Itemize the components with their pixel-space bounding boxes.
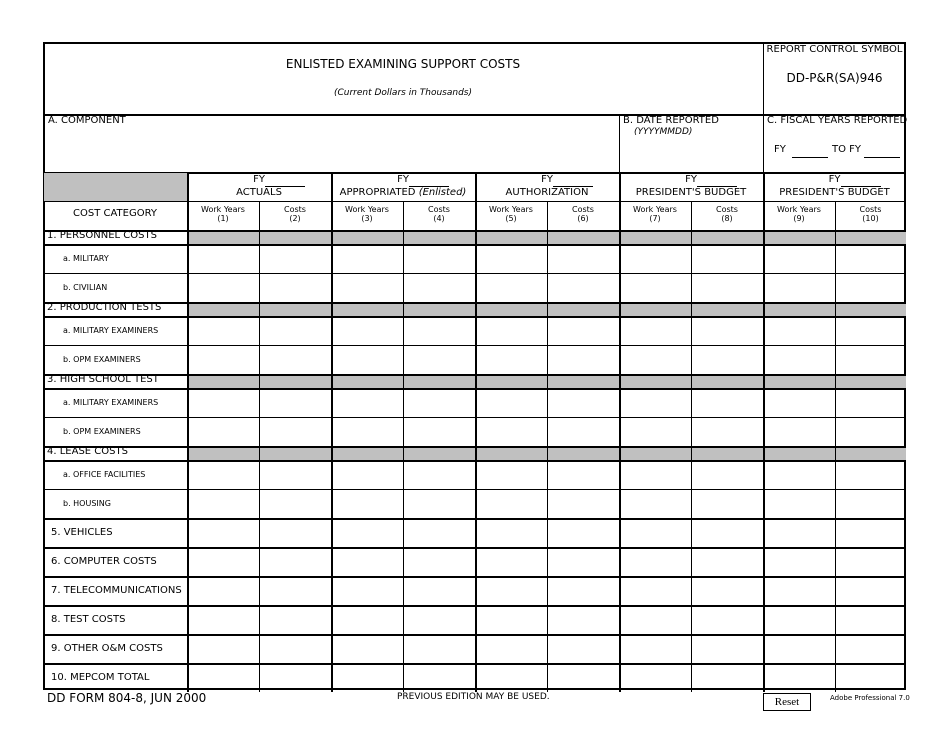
data-cell[interactable]	[837, 578, 904, 604]
group-label: PRESIDENT'S BUDGET	[635, 187, 747, 198]
subcol-label: Costs	[284, 205, 306, 214]
data-cell[interactable]	[621, 318, 689, 344]
data-cell[interactable]	[765, 636, 833, 662]
subcol-divider	[691, 201, 692, 692]
data-cell[interactable]	[333, 607, 401, 633]
data-cell[interactable]	[261, 636, 329, 662]
data-cell[interactable]	[405, 665, 473, 691]
data-cell[interactable]	[837, 347, 904, 373]
component-input[interactable]	[45, 128, 618, 171]
row-label: 2. PRODUCTION TESTS	[47, 302, 162, 313]
data-cell[interactable]	[693, 636, 761, 662]
data-cell[interactable]	[765, 520, 833, 546]
data-cell[interactable]	[405, 549, 473, 575]
data-cell[interactable]	[621, 246, 689, 272]
data-cell[interactable]	[621, 419, 689, 445]
data-cell[interactable]	[189, 462, 257, 488]
data-cell[interactable]	[261, 462, 329, 488]
data-cell[interactable]	[261, 607, 329, 633]
data-cell[interactable]	[549, 520, 617, 546]
data-cell[interactable]	[261, 318, 329, 344]
data-cell[interactable]	[837, 275, 904, 301]
data-cell[interactable]	[333, 549, 401, 575]
fy-input[interactable]	[697, 174, 737, 186]
header-divider	[763, 43, 764, 172]
data-cell[interactable]	[261, 491, 329, 517]
data-cell[interactable]	[549, 462, 617, 488]
data-cell[interactable]	[405, 419, 473, 445]
fiscal-to-line	[864, 157, 900, 158]
fiscal-to-input[interactable]	[864, 143, 900, 157]
data-cell[interactable]	[477, 419, 545, 445]
group-label: AUTHORIZATION	[505, 187, 589, 198]
subcol-label: Costs	[428, 205, 450, 214]
rcs-label: REPORT CONTROL SYMBOL	[766, 44, 903, 55]
row-label: 7. TELECOMMUNICATIONS	[51, 584, 182, 596]
group-label-text: APPROPRIATED	[339, 187, 416, 198]
data-cell[interactable]	[477, 275, 545, 301]
data-cell[interactable]	[189, 520, 257, 546]
row-label: 3. HIGH SCHOOL TEST	[47, 374, 159, 385]
data-cell[interactable]	[405, 578, 473, 604]
row-label: a. OFFICE FACILITIES	[63, 469, 146, 479]
data-cell[interactable]	[765, 275, 833, 301]
fy-input[interactable]	[409, 174, 449, 186]
data-cell[interactable]	[765, 419, 833, 445]
data-cell[interactable]	[765, 390, 833, 416]
subcol-label: Costs	[859, 205, 882, 214]
data-cell[interactable]	[693, 419, 761, 445]
data-cell[interactable]	[477, 491, 545, 517]
reset-button[interactable]: Reset	[763, 693, 811, 711]
fiscal-from-line	[792, 157, 828, 158]
data-cell[interactable]	[693, 318, 761, 344]
data-cell[interactable]	[765, 491, 833, 517]
data-cell[interactable]	[405, 275, 473, 301]
data-cell[interactable]	[333, 578, 401, 604]
edition-note: PREVIOUS EDITION MAY BE USED.	[397, 692, 550, 702]
data-cell[interactable]	[333, 347, 401, 373]
data-cell[interactable]	[693, 275, 761, 301]
data-cell[interactable]	[477, 549, 545, 575]
fy-input[interactable]	[265, 174, 305, 186]
data-cell[interactable]	[765, 665, 833, 691]
data-cell[interactable]	[477, 390, 545, 416]
data-cell[interactable]	[621, 520, 689, 546]
subcol-divider	[547, 201, 548, 692]
data-cell[interactable]	[477, 578, 545, 604]
data-cell[interactable]	[261, 246, 329, 272]
fiscal-from-input[interactable]	[792, 143, 828, 157]
row-label: 4. LEASE COSTS	[47, 446, 128, 457]
date-label: B. DATE REPORTED	[623, 115, 719, 126]
subcol-label: Work Years	[201, 205, 245, 214]
subcol-number: (3)	[361, 214, 373, 223]
adobe-note: Adobe Professional 7.0	[830, 694, 910, 702]
subcol-label: Costs	[716, 205, 738, 214]
row-label: 10. MEPCOM TOTAL	[51, 671, 150, 683]
data-cell[interactable]	[693, 347, 761, 373]
data-cell[interactable]	[621, 491, 689, 517]
data-cell[interactable]	[837, 636, 904, 662]
data-cell[interactable]	[333, 636, 401, 662]
subcol-number: (7)	[649, 214, 661, 223]
subcol-divider	[259, 201, 260, 692]
data-cell[interactable]	[693, 578, 761, 604]
row-label: a. MILITARY EXAMINERS	[63, 397, 159, 407]
data-cell[interactable]	[261, 578, 329, 604]
form-subtitle: (Current Dollars in Thousands)	[333, 88, 473, 98]
subcol-label: Work Years	[489, 205, 533, 214]
cost-category-label: COST CATEGORY	[73, 208, 157, 219]
data-cell[interactable]	[837, 246, 904, 272]
data-cell[interactable]	[549, 390, 617, 416]
data-cell[interactable]	[837, 665, 904, 691]
fiscal-label: C. FISCAL YEARS REPORTED	[767, 115, 908, 126]
data-cell[interactable]	[405, 347, 473, 373]
group-label: PRESIDENT'S BUDGET	[779, 187, 890, 198]
data-cell[interactable]	[189, 665, 257, 691]
data-cell[interactable]	[837, 549, 904, 575]
data-cell[interactable]	[549, 246, 617, 272]
row-label: b. OPM EXAMINERS	[63, 426, 141, 436]
data-cell[interactable]	[765, 462, 833, 488]
date-format: (YYYYMMDD)	[634, 127, 693, 137]
data-cell[interactable]	[549, 275, 617, 301]
data-cell[interactable]	[405, 318, 473, 344]
data-cell[interactable]	[549, 347, 617, 373]
data-cell[interactable]	[693, 246, 761, 272]
data-cell[interactable]	[405, 390, 473, 416]
row-label: 9. OTHER O&M COSTS	[51, 642, 163, 654]
subcol-number: (8)	[721, 214, 733, 223]
data-cell[interactable]	[693, 607, 761, 633]
data-cell[interactable]	[189, 246, 257, 272]
data-cell[interactable]	[189, 549, 257, 575]
fy-input[interactable]	[553, 174, 593, 186]
data-cell[interactable]	[765, 578, 833, 604]
data-cell[interactable]	[477, 462, 545, 488]
data-cell[interactable]	[837, 491, 904, 517]
data-cell[interactable]	[549, 549, 617, 575]
data-cell[interactable]	[765, 318, 833, 344]
data-cell[interactable]	[549, 607, 617, 633]
subcol-number: (2)	[289, 214, 301, 223]
date-input[interactable]	[621, 140, 761, 171]
data-cell[interactable]	[837, 318, 904, 344]
data-cell[interactable]	[261, 549, 329, 575]
data-cell[interactable]	[621, 462, 689, 488]
data-cell[interactable]	[333, 318, 401, 344]
data-cell[interactable]	[189, 390, 257, 416]
data-cell[interactable]	[189, 491, 257, 517]
data-cell[interactable]	[333, 520, 401, 546]
data-cell[interactable]	[621, 275, 689, 301]
data-cell[interactable]	[333, 275, 401, 301]
data-cell[interactable]	[837, 390, 904, 416]
group-label: ACTUALS	[236, 187, 282, 198]
data-cell[interactable]	[765, 549, 833, 575]
data-cell[interactable]	[261, 665, 329, 691]
subcol-number: (4)	[433, 214, 445, 223]
row-label: 1. PERSONNEL COSTS	[47, 230, 157, 241]
data-cell[interactable]	[189, 347, 257, 373]
data-cell[interactable]	[549, 491, 617, 517]
data-cell[interactable]	[549, 665, 617, 691]
subcol-label: Costs	[572, 205, 594, 214]
data-cell[interactable]	[621, 390, 689, 416]
data-cell[interactable]	[261, 390, 329, 416]
subcol-label: Work Years	[777, 205, 821, 214]
fy-input[interactable]	[841, 174, 881, 186]
data-cell[interactable]	[693, 462, 761, 488]
subcol-number: (10)	[862, 214, 879, 223]
data-cell[interactable]	[477, 318, 545, 344]
data-cell[interactable]	[189, 419, 257, 445]
group-label-note: (Enlisted)	[418, 187, 467, 198]
data-cell[interactable]	[837, 520, 904, 546]
data-cell[interactable]	[477, 607, 545, 633]
row-label: 5. VEHICLES	[51, 526, 113, 538]
data-cell[interactable]	[693, 390, 761, 416]
data-cell[interactable]	[189, 275, 257, 301]
data-cell[interactable]	[405, 636, 473, 662]
data-cell[interactable]	[549, 636, 617, 662]
data-cell[interactable]	[189, 636, 257, 662]
data-cell[interactable]	[693, 491, 761, 517]
data-cell[interactable]	[693, 520, 761, 546]
row-label: 8. TEST COSTS	[51, 613, 126, 625]
row-label: 6. COMPUTER COSTS	[51, 555, 157, 567]
data-cell[interactable]	[477, 347, 545, 373]
data-cell[interactable]	[333, 419, 401, 445]
fy-label: FY	[253, 174, 265, 185]
row-label: b. HOUSING	[63, 498, 111, 508]
subcol-divider	[835, 201, 836, 692]
subcol-number: (6)	[577, 214, 589, 223]
data-cell[interactable]	[261, 520, 329, 546]
data-cell[interactable]	[261, 347, 329, 373]
row-label: b. CIVILIAN	[63, 282, 108, 292]
data-cell[interactable]	[621, 607, 689, 633]
data-cell[interactable]	[261, 275, 329, 301]
data-cell[interactable]	[405, 520, 473, 546]
form-id: DD FORM 804-8, JUN 2000	[47, 691, 207, 705]
data-cell[interactable]	[765, 347, 833, 373]
header-shade	[44, 173, 187, 201]
data-cell[interactable]	[621, 636, 689, 662]
section-b-divider	[619, 115, 620, 172]
data-cell[interactable]	[333, 491, 401, 517]
data-cell[interactable]	[405, 462, 473, 488]
data-cell[interactable]	[693, 665, 761, 691]
group-label	[331, 188, 475, 198]
data-cell[interactable]	[405, 246, 473, 272]
data-cell[interactable]	[837, 419, 904, 445]
row-label: b. OPM EXAMINERS	[63, 354, 141, 364]
row-label: a. MILITARY EXAMINERS	[63, 325, 159, 335]
component-label: A. COMPONENT	[48, 115, 126, 126]
data-cell[interactable]	[477, 246, 545, 272]
data-cell[interactable]	[333, 390, 401, 416]
fiscal-from-label: FY	[774, 144, 786, 155]
data-cell[interactable]	[837, 462, 904, 488]
data-cell[interactable]	[765, 607, 833, 633]
data-cell[interactable]	[621, 347, 689, 373]
row-label: a. MILITARY	[63, 253, 109, 263]
data-cell[interactable]	[765, 246, 833, 272]
data-cell[interactable]	[405, 607, 473, 633]
fy-label: FY	[685, 174, 697, 185]
fiscal-to-label: TO FY	[832, 144, 862, 155]
subcol-number: (5)	[505, 214, 517, 223]
data-cell[interactable]	[621, 549, 689, 575]
data-cell[interactable]	[189, 578, 257, 604]
data-cell[interactable]	[333, 665, 401, 691]
data-cell[interactable]	[333, 462, 401, 488]
data-cell[interactable]	[621, 665, 689, 691]
fy-label: FY	[541, 174, 553, 185]
data-cell[interactable]	[549, 419, 617, 445]
data-cell[interactable]	[477, 520, 545, 546]
data-cell[interactable]	[477, 636, 545, 662]
data-cell[interactable]	[549, 578, 617, 604]
fy-label: FY	[828, 174, 841, 185]
data-cell[interactable]	[693, 549, 761, 575]
form-title: ENLISTED EXAMINING SUPPORT COSTS	[285, 57, 521, 71]
subcol-label: Work Years	[345, 205, 389, 214]
subcol-number: (9)	[793, 214, 805, 223]
subcol-number: (1)	[217, 214, 229, 223]
rcs-value: DD-P&R(SA)946	[786, 71, 883, 85]
data-cell[interactable]	[837, 607, 904, 633]
subcol-divider	[403, 201, 404, 692]
data-cell[interactable]	[405, 491, 473, 517]
data-cell[interactable]	[621, 578, 689, 604]
data-cell[interactable]	[477, 665, 545, 691]
fy-label: FY	[397, 174, 409, 185]
data-cell[interactable]	[261, 419, 329, 445]
data-cell[interactable]	[549, 318, 617, 344]
data-cell[interactable]	[333, 246, 401, 272]
subcol-label: Work Years	[633, 205, 677, 214]
data-cell[interactable]	[189, 318, 257, 344]
data-cell[interactable]	[189, 607, 257, 633]
